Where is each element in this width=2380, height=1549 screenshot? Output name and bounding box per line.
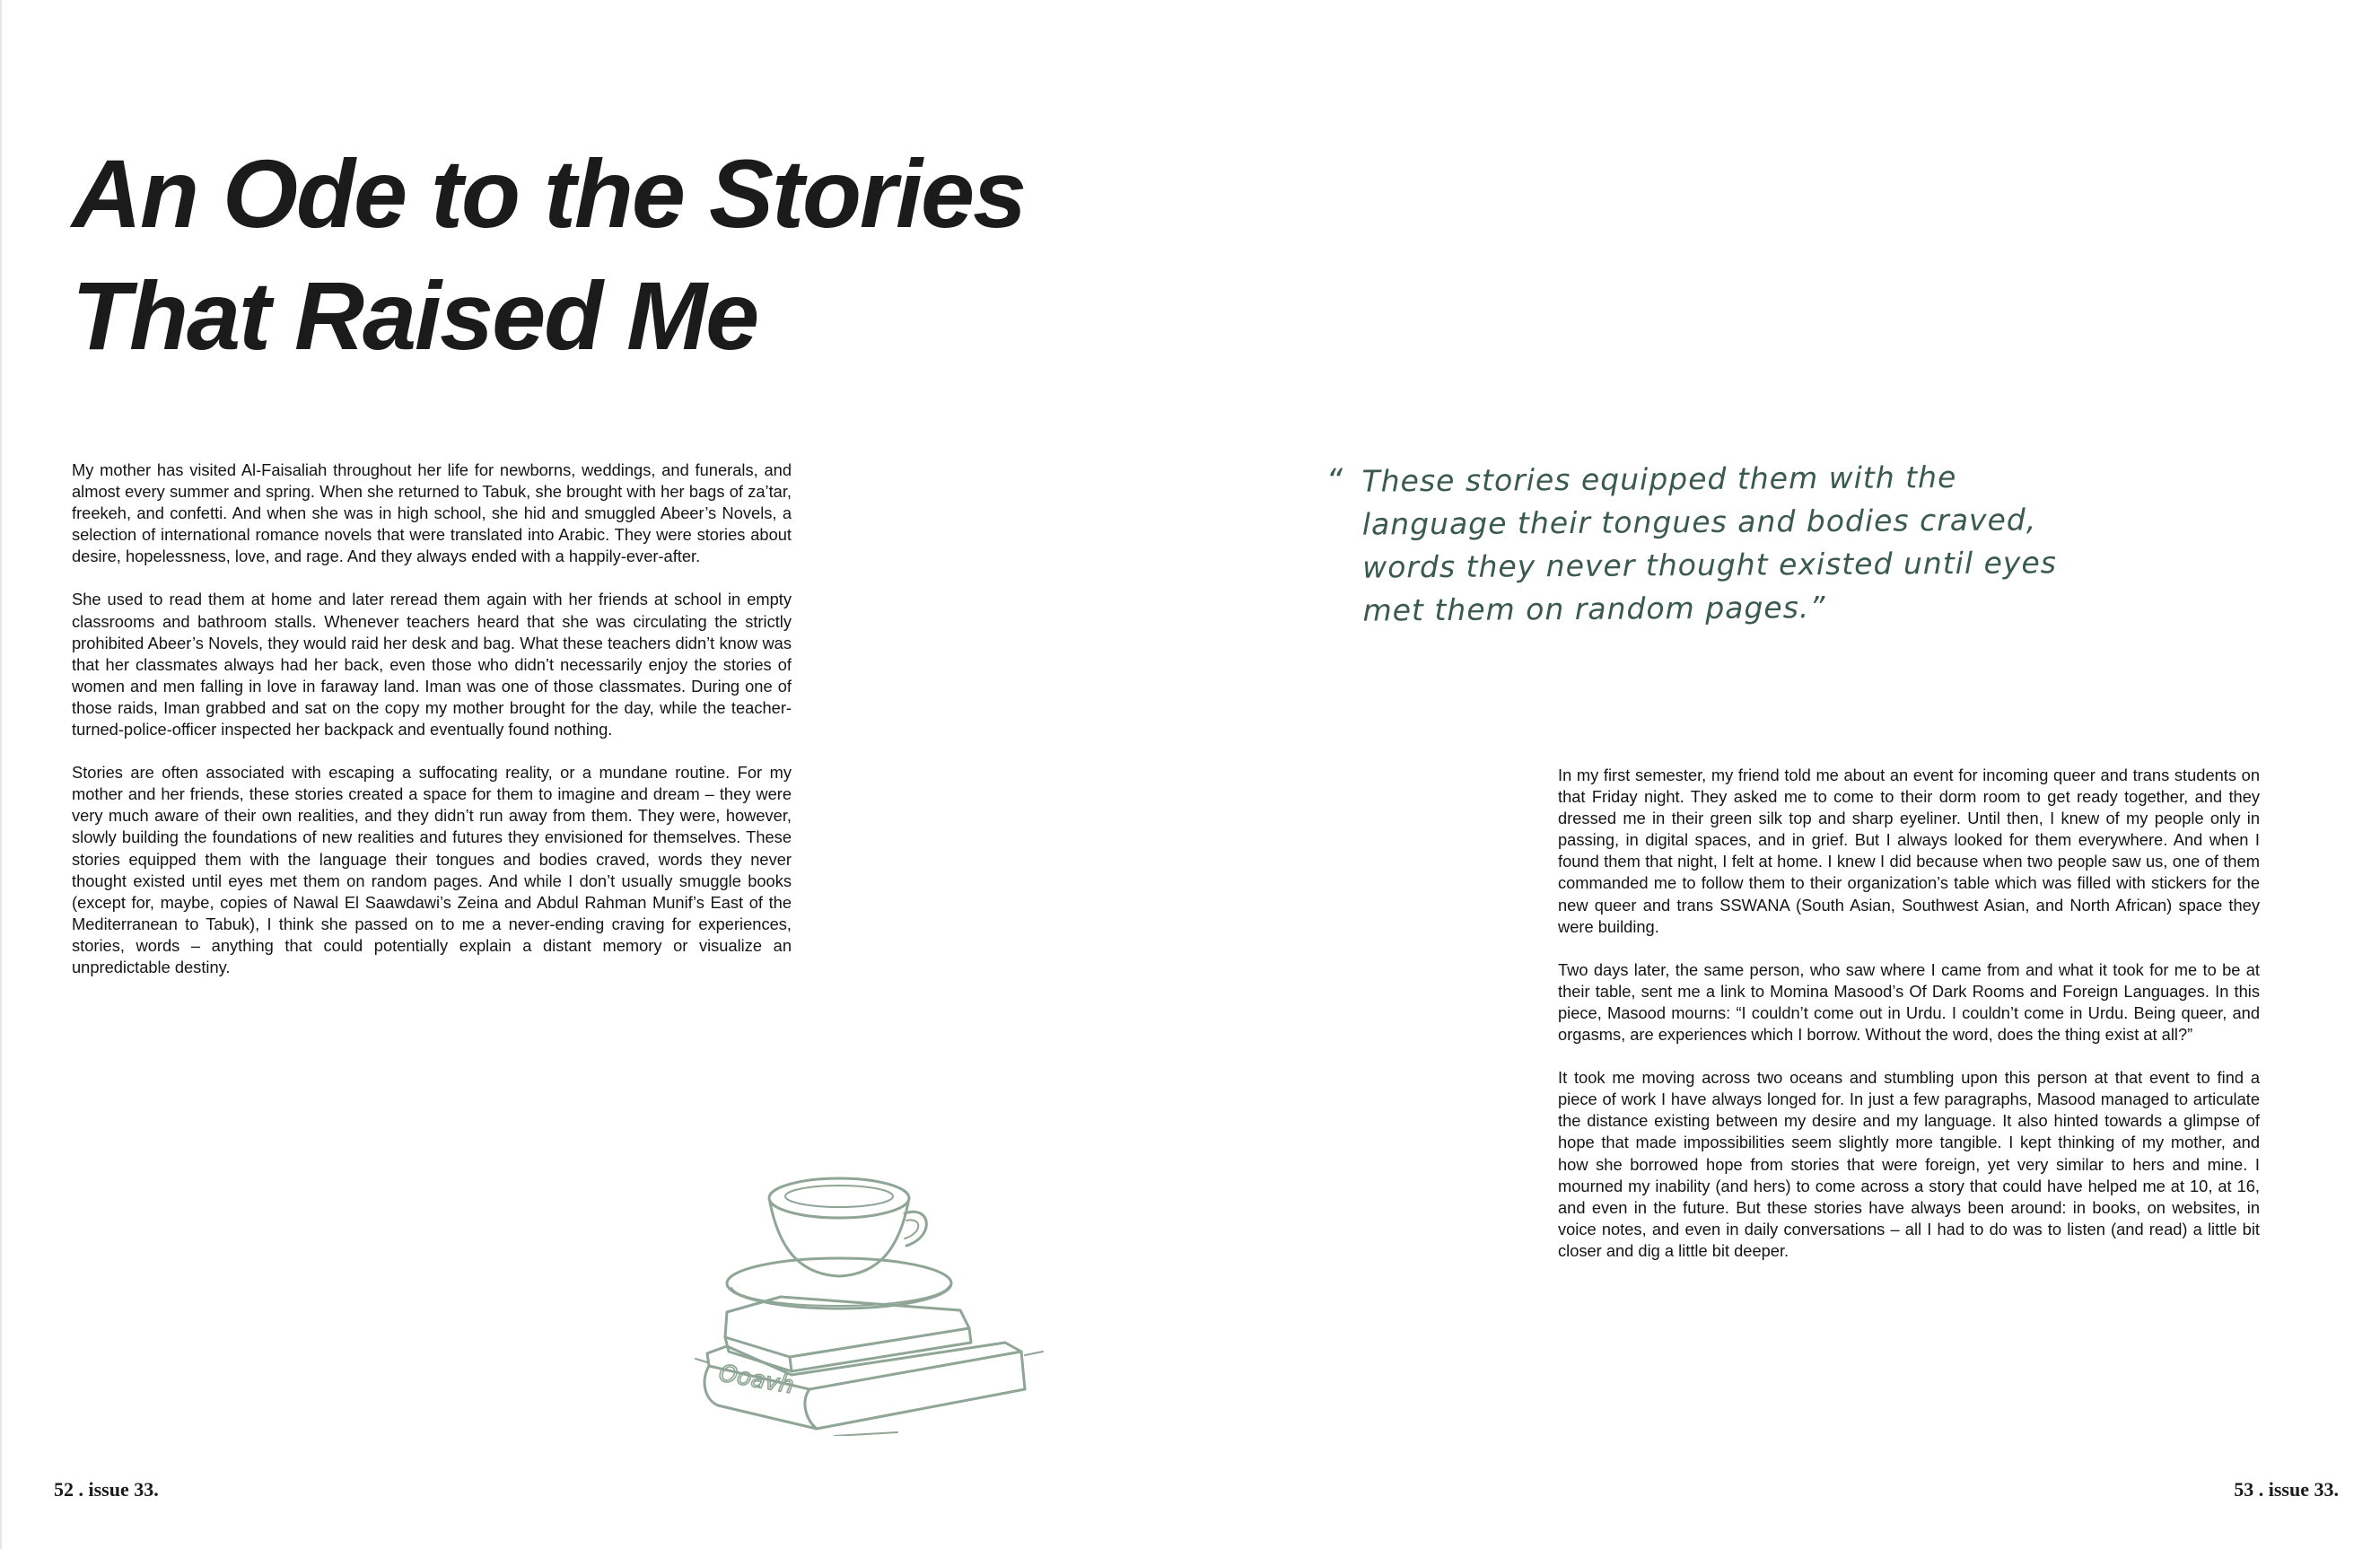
body-paragraph: My mother has visited Al-Faisaliah throughout her life for newborns, weddings, and funerals, and almost every summer and spring. When she returned to Tabuk, she brought with her bags of za’tar, freekeh, and confetti. And when she was in high school, she hid and smuggled Abeer’s Novels, a selection of international romance novels that were translated into Arabic. They were stories about desire, hopelessness, love, and rage. And they always ended with a happily-ever-after. xyxy=(72,460,792,566)
article-title-line-1: An Ode to the Stories xyxy=(72,139,1026,248)
left-text-column xyxy=(72,459,792,1000)
page-edge-line xyxy=(0,0,2,1549)
body-paragraph: It took me moving across two oceans and stumbling upon this person at that event to find a piece of work I have always longed for. In just a few paragraphs, Masood managed to articulate the distance existing between my desire and my language. It also hinted towards a glimpse of hope that made impossibilities seem slightly more tangible. I kept thinking of my mother, and how she borrowed hope from stories that were foreign, yet very similar to hers and mine. I mourned my inability (and hers) to come across a story that could have helped me at 10, at 16, and even in the future. But these stories have always been around: in books, on websites, in voice notes, and even in daily conversations – all I had to do was to listen (and read) a little bit closer and dig a little bit deeper. xyxy=(1558,1068,2260,1260)
body-paragraph: Stories are often associated with escaping a suffocating reality, or a mundane routine. For my mother and her friends, these stories created a space for them to imagine and dream – they were very much aware of their own realities, and they didn’t run away from them. They were, however, slowly building the foundations of new realities and futures they envisioned for themselves. These stories equipped them with the language their tongues and bodies craved, words they never thought existed until eyes met them on random pages. And while I don’t usually smuggle books (except for, maybe, copies of Nawal El Saawdawi’s Zeina and Abdul Rahman Munif’s East of the Mediterranean to Tabuk), I think she passed on to me a never-ending craving for experiences, stories, words – anything that could potentially explain a distant memory or visualize an unpredictable destiny. xyxy=(72,763,792,976)
article-title-line-2: That Raised Me xyxy=(72,261,758,370)
svg-text:Ooavh: Ooavh xyxy=(716,1360,796,1400)
right-text-column xyxy=(1558,765,2260,1283)
body-paragraph: She used to read them at home and later reread them again with her friends at school in empty classrooms and bathroom stalls. Whenever teachers heard that she was circulating the strictly prohibited Abeer’s Novels, they would raid her desk and bag. What these teachers didn’t know was that her classmates always had her back, even those who didn’t necessarily enjoy the stories of women and men falling in love in faraway land. Iman was one of those classmates. During one of those raids, Iman grabbed and sat on the copy my mother brought for the day, while the teacher-turned-police-officer inspected her backpack and eventually found nothing. xyxy=(72,590,792,739)
article-title xyxy=(72,133,1238,377)
pull-quote-text: These stories equipped them with the language their tongues and bodies craved, words they never thought existed until eyes met them on random pages.” xyxy=(1361,459,2058,628)
page-number-left: 52 . issue 33. xyxy=(54,1478,159,1501)
quote-mark: “ xyxy=(1326,462,1344,500)
page-number-right: 53 . issue 33. xyxy=(2234,1478,2339,1501)
body-paragraph: Two days later, the same person, who saw where I came from and what it took for me to be at their table, sent me a link to Momina Masood’s Of Dark Rooms and Foreign Languages. In this piece, Masood mourns: “I couldn’t come out in Urdu. I couldn’t come in Urdu. Being queer, and orgasms, are experiences which I borrow. Without the word, does the thing exist at all?” xyxy=(1558,959,2260,1045)
teacup-on-books-sketch-icon xyxy=(691,1167,1068,1436)
body-paragraph: In my first semester, my friend told me about an event for incoming queer and trans students on that Friday night. They asked me to come to their dorm room to get ready together, and they dressed me in their green silk top and sharp eyeliner. Until then, I knew of my people only in passing, in digital spaces, and in grief. But I always looked for them everywhere. And when I found them that night, I felt at home. I knew I did because when two people saw us, one of them commanded me to follow them to their organization’s table which was filled with stickers for the new queer and trans SSWANA (South Asian, Southwest Asian, and North African) space they were building. xyxy=(1558,766,2260,936)
handwritten-pull-quote xyxy=(1326,455,2066,633)
